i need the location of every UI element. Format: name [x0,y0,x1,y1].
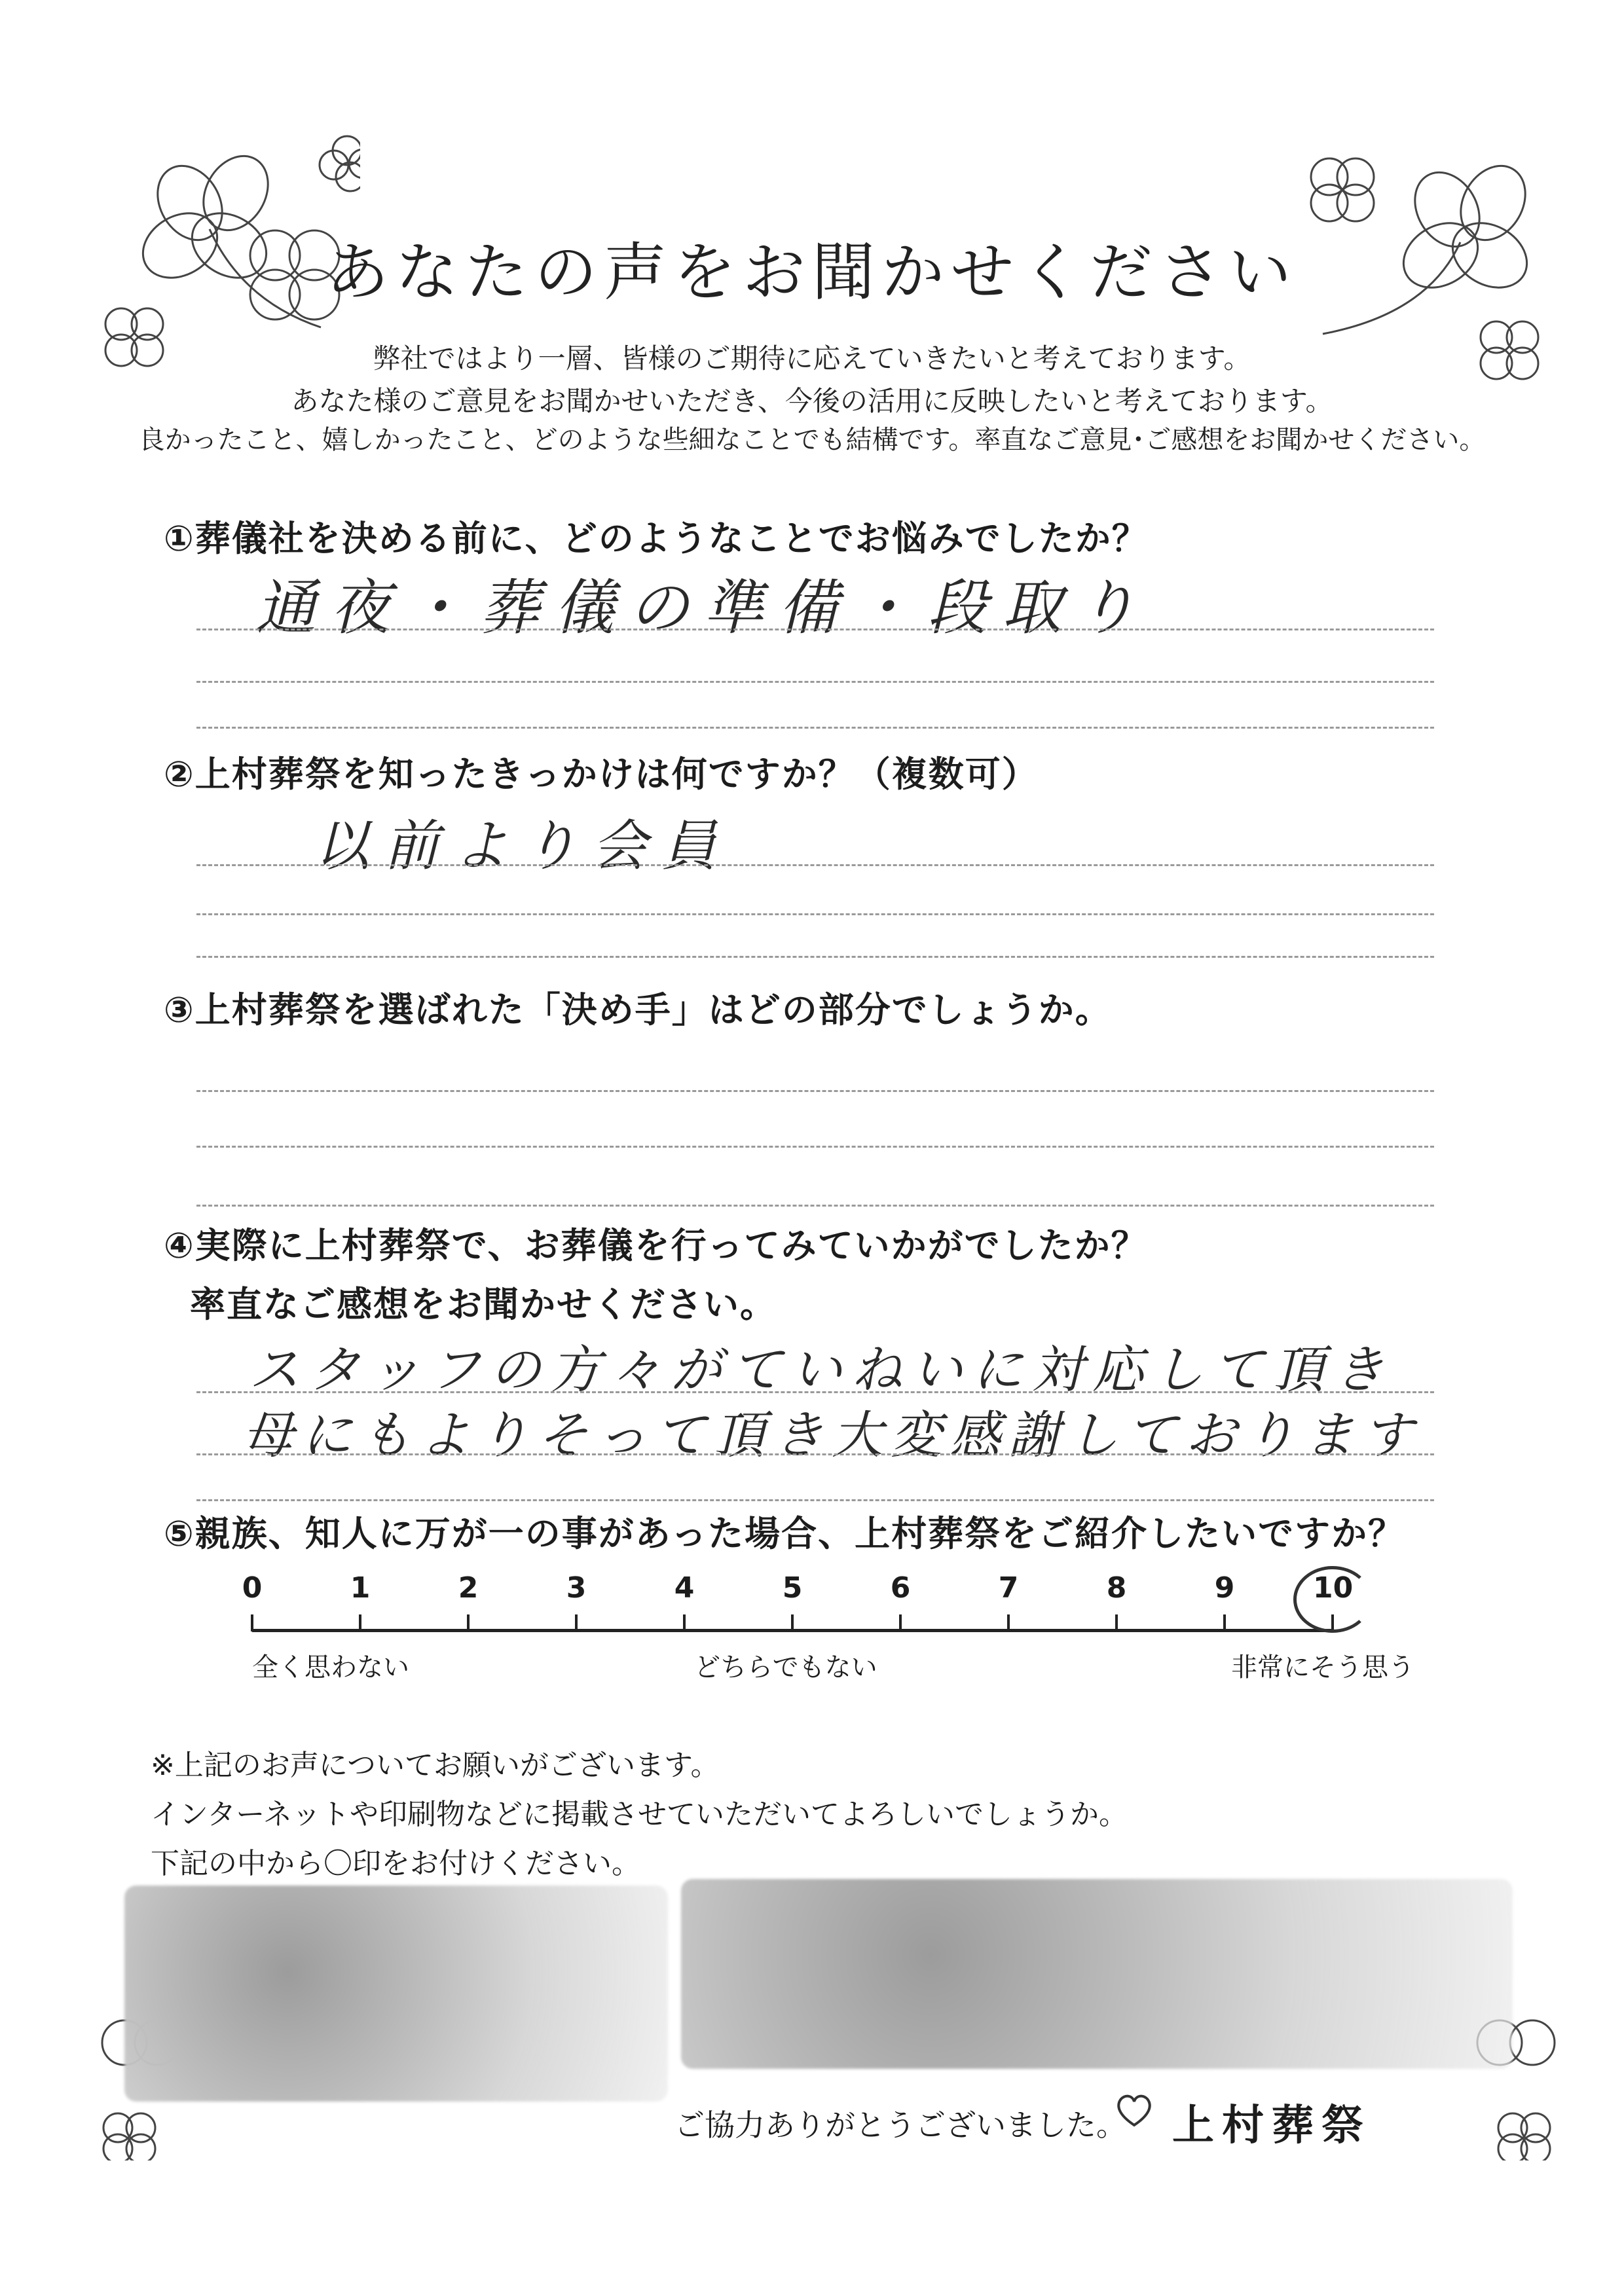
rating-option-2[interactable]: 2 [458,1571,479,1605]
intro-line-1: 弊社ではより一層、皆様のご期待に応えていきたいと考えております。 [373,342,1251,374]
rating-tick-9 [1223,1614,1226,1631]
question-1-label: ①葬儀社を決める前に、どのようなことでお悩みでしたか？ [164,518,1149,559]
intro-line-3: 良かったこと、嬉しかったこと、どのような些細なことでも結構です。率直なご意見･ご感想をお聞かせください。 [138,425,1486,455]
rating-tick-0 [251,1614,253,1631]
rating-tick-7 [1007,1614,1010,1631]
answer-line [196,956,1434,958]
rating-option-0[interactable]: 0 [242,1571,263,1605]
question-4-answer-line-1[interactable]: スタッフの方々がていねいに対応して頂き [249,1341,1394,1400]
answer-line [196,1453,1434,1455]
rating-option-3[interactable]: 3 [566,1571,587,1605]
redacted-area-right [681,1879,1513,2069]
rating-tick-4 [683,1614,686,1631]
rating-option-9[interactable]: 9 [1214,1571,1235,1605]
answer-line [196,1146,1434,1148]
rating-tick-5 [791,1614,794,1631]
rating-option-8[interactable]: 8 [1106,1571,1127,1605]
answer-line [196,629,1434,630]
rating-option-4[interactable]: 4 [674,1571,695,1605]
circle-mark-icon [1293,1566,1372,1633]
notice-line-1: ※上記のお声についてお願いがございます。 [151,1749,720,1782]
rating-option-5[interactable]: 5 [782,1571,803,1605]
answer-line [196,1205,1434,1207]
question-1-answer[interactable]: 通夜・葬儀の準備・段取り [255,573,1152,643]
rating-tick-6 [899,1614,902,1631]
intro-line-2: あなた様のご意見をお聞かせいただき、今後の活用に反映したいと考えております。 [291,385,1333,417]
brand-name: 上村葬祭 [1172,2102,1371,2150]
page-title: あなたの声をお聞かせください [326,236,1298,309]
rating-option-7[interactable]: 7 [998,1571,1019,1605]
question-4-label: ④実際に上村葬祭で、お葬儀を行ってみていかがでしたか？ [164,1225,1148,1266]
answer-line [196,1391,1434,1393]
rating-tick-2 [467,1614,470,1631]
answer-line [196,681,1434,683]
question-4-answer-line-2[interactable]: 母にもよりそって頂き大変感謝しております [242,1406,1422,1465]
answer-line [196,864,1434,866]
question-2-answer[interactable]: 以前より会員 [314,814,731,878]
rating-tick-3 [575,1614,578,1631]
heart-logo-icon [1113,2088,1155,2130]
redacted-area-left [124,1886,668,2102]
scale-label-low: 全く思わない [252,1652,409,1683]
rating-option-6[interactable]: 6 [890,1571,911,1605]
answer-line [196,1499,1434,1501]
notice-line-3: 下記の中から〇印をお付けください。 [151,1847,640,1880]
rating-option-1[interactable]: 1 [350,1571,371,1605]
rating-tick-1 [359,1614,361,1631]
question-5-label: ⑤親族、知人に万が一の事があった場合、上村葬祭をご紹介したいですか？ [164,1513,1405,1554]
question-2-label: ②上村葬祭を知ったきっかけは何ですか？（複数可） [164,754,1039,795]
answer-line [196,1090,1434,1092]
rating-tick-8 [1115,1614,1118,1631]
scale-label-mid: どちらでもない [694,1652,877,1683]
thanks-message: ご協力ありがとうございました。 [674,2107,1126,2143]
answer-line [196,727,1434,729]
answer-line [196,913,1434,915]
question-3-label: ③上村葬祭を選ばれた「決め手」はどの部分でしょうか。 [164,989,1112,1030]
rating-option-10[interactable]: 10 [1313,1571,1354,1605]
notice-line-2: インターネットや印刷物などに掲載させていただいてよろしいでしょうか。 [151,1798,1128,1831]
scale-label-high: 非常にそう思う [1231,1652,1414,1683]
question-4-sublabel: 率直なご感想をお聞かせください。 [190,1284,777,1325]
